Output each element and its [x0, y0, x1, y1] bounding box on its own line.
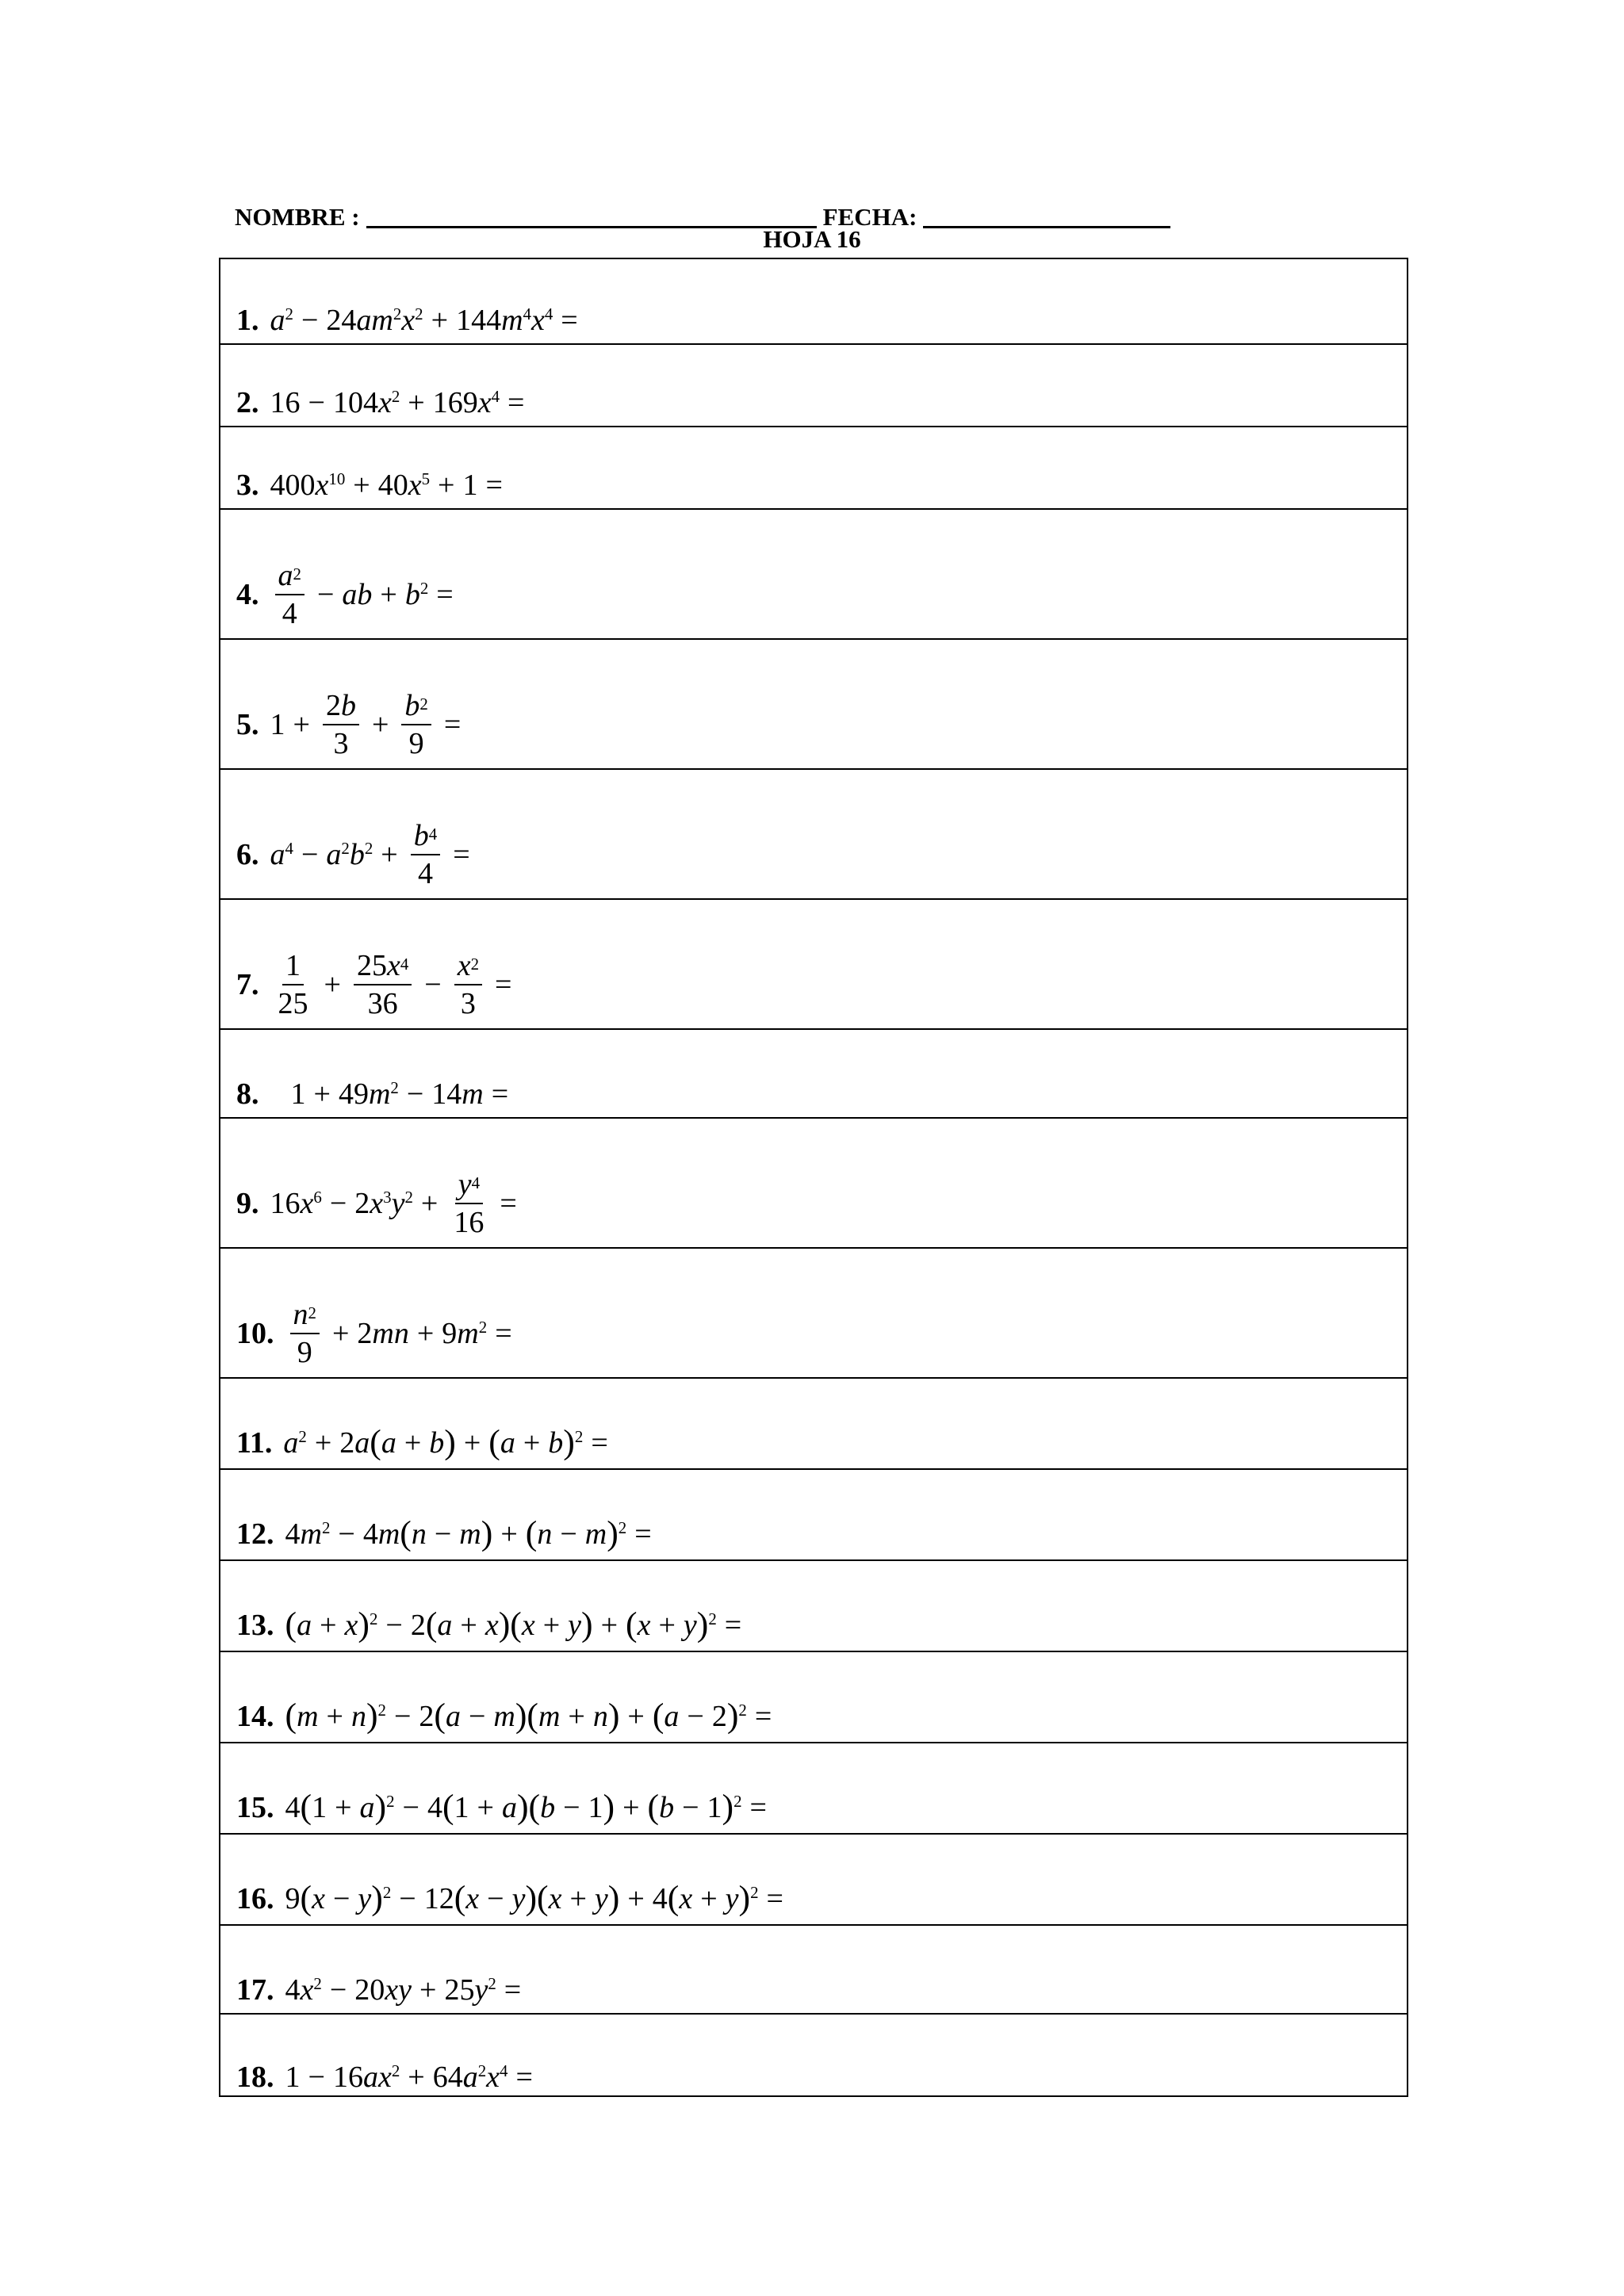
exercise-equation: 9. 16 x $^6$ − 2 x $^3$ y $^2$ + $\frac{y^4}{16}$ = — [236, 1168, 517, 1239]
exercise-row — [220, 1117, 1407, 1247]
exercise-equation: 6. a $^4$ − a $^2$ b $^2$ + $\frac{b^4}{4}$ = — [236, 819, 470, 890]
nombre-label: NOMBRE : — [235, 203, 360, 231]
exercise-equation: 10. $\frac{n^2}{9}$ + 2 mn + 9 m $^2$ = — [236, 1298, 512, 1369]
exercise-equation: 5. 1 + $\frac{2b}{3}$ + $\frac{b^2}{9}$ = — [236, 689, 462, 760]
exercise-equation: 7. $\frac{1}{25}$ + $\frac{25x^4}{36}$ − $\frac{x^2}{3}$ = — [236, 949, 512, 1020]
exercise-equation: 18. 1 − 16 ax $^2$ + 64 a $^2$ x $^4$ = — [236, 2061, 533, 2094]
exercise-row — [220, 1028, 1407, 1117]
exercise-number: 6. — [236, 838, 259, 871]
exercise-row — [220, 1247, 1407, 1377]
exercise-row — [220, 898, 1407, 1028]
exercise-equation: 17. 4 x $^2$ − 20 xy + 25 y $^2$ = — [236, 1973, 522, 2007]
exercise-row — [220, 508, 1407, 638]
exercise-number: 13. — [236, 1609, 274, 1643]
exercise-equation: 8. 1 + 49 m $^2$ − 14 m = — [236, 1077, 509, 1111]
exercise-equation: 12. 4 m $^2$ − 4 m ( n − m ) + ( n − m ) $^2$ = — [236, 1514, 652, 1553]
exercise-equation: 16. 9 ( x − y ) $^2$ − 12 ( x − y )( x + y ) + 4 ( x + y ) $^2$ = — [236, 1879, 783, 1918]
exercise-number: 14. — [236, 1700, 274, 1734]
exercise-number: 15. — [236, 1791, 274, 1825]
exercise-equation: 13. ( a + x ) $^2$ − 2 ( a + x )( x + y ) + ( x + y ) $^2$ = — [236, 1605, 742, 1644]
exercise-equation: 4. $\frac{a^2}{4}$ − ab + b $^2$ = — [236, 559, 454, 630]
exercise-equation: 1. a $^2$ − 24 am $^2$ x $^2$ + 144 m $^4$ x $^4$ = — [236, 304, 578, 337]
exercise-number: 3. — [236, 469, 259, 502]
exercise-equation: 11. a $^2$ + 2 a ( a + b ) + ( a + b ) $^2$ = — [236, 1423, 608, 1462]
exercise-number: 10. — [236, 1317, 274, 1350]
exercise-row — [220, 1559, 1407, 1651]
exercise-row — [220, 1651, 1407, 1742]
fecha-label: FECHA: — [822, 203, 917, 231]
exercise-number: 4. — [236, 578, 259, 611]
exercise-equation: 14. ( m + n ) $^2$ − 2 ( a − m )( m + n ) + ( a − 2 ) $^2$ = — [236, 1697, 772, 1735]
exercise-number: 16. — [236, 1882, 274, 1916]
exercise-number: 8. — [236, 1077, 259, 1111]
exercise-number: 5. — [236, 708, 259, 741]
exercise-equation: 3. 400 x $^{10}$ + 40 x $^5$ + 1 = — [236, 469, 503, 502]
exercise-number: 17. — [236, 1973, 274, 2007]
exercise-number: 9. — [236, 1187, 259, 1220]
exercise-row — [220, 343, 1407, 426]
exercise-row — [220, 768, 1407, 898]
exercise-equation: 2. 16 − 104 x $^2$ + 169 x $^4$ = — [236, 386, 525, 419]
exercise-row — [220, 426, 1407, 508]
exercise-number: 7. — [236, 968, 259, 1001]
exercise-row — [220, 1742, 1407, 1833]
exercise-table — [219, 258, 1408, 2097]
exercise-row — [220, 1468, 1407, 1559]
exercise-number: 11. — [236, 1426, 273, 1460]
exercise-row — [220, 259, 1407, 343]
exercise-number: 18. — [236, 2061, 274, 2094]
exercise-equation: 15. 4 ( 1 + a ) $^2$ − 4 ( 1 + a )( b − 1 ) + ( b − 1 ) $^2$ = — [236, 1788, 767, 1827]
exercise-row — [220, 1833, 1407, 1924]
exercise-row — [220, 2013, 1407, 2095]
exercise-row — [220, 1924, 1407, 2013]
exercise-number: 12. — [236, 1517, 274, 1552]
sheet-title: HOJA 16 — [763, 225, 861, 253]
exercise-row — [220, 638, 1407, 768]
exercise-row — [220, 1377, 1407, 1468]
exercise-number: 1. — [236, 304, 259, 337]
exercise-number: 2. — [236, 386, 259, 419]
